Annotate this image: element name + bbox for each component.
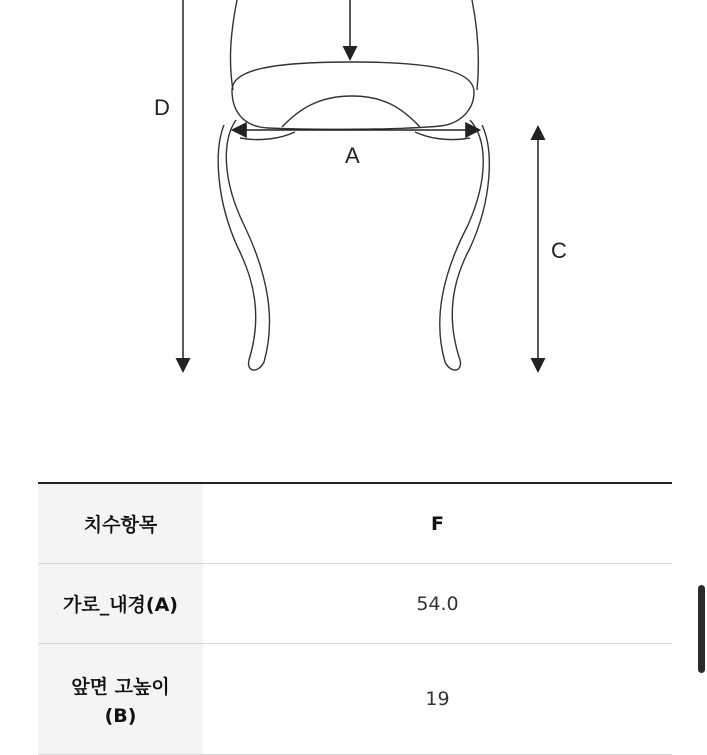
row-label-line1: 앞면 고높이: [71, 675, 170, 698]
size-table: [38, 482, 672, 755]
dimension-label-c: C: [551, 238, 567, 263]
crown-right-edge: [472, 0, 478, 90]
row-label-line2: (B): [104, 704, 137, 727]
crown-left-edge: [230, 0, 237, 90]
scrollbar-thumb[interactable]: [698, 585, 705, 673]
dimension-label-d: D: [154, 95, 170, 120]
row-value-width: 54.0: [203, 564, 672, 644]
row-value-front-height: 19: [203, 644, 672, 755]
table-row: [38, 564, 672, 644]
row-label-width: 가로_내경(A): [38, 564, 203, 644]
left-leg: [218, 120, 269, 370]
table-row: [38, 644, 672, 755]
right-lining: [415, 132, 470, 140]
left-lining: [240, 132, 295, 140]
size-item-header: 치수항목: [38, 483, 203, 564]
size-column-header: F: [203, 483, 672, 564]
table-header-row: [38, 483, 672, 564]
headband-illustration: [218, 0, 489, 370]
inner-curve: [282, 96, 420, 127]
dimension-label-a: A: [345, 143, 360, 168]
right-leg: [440, 120, 490, 370]
row-label-front-height: [38, 644, 203, 755]
